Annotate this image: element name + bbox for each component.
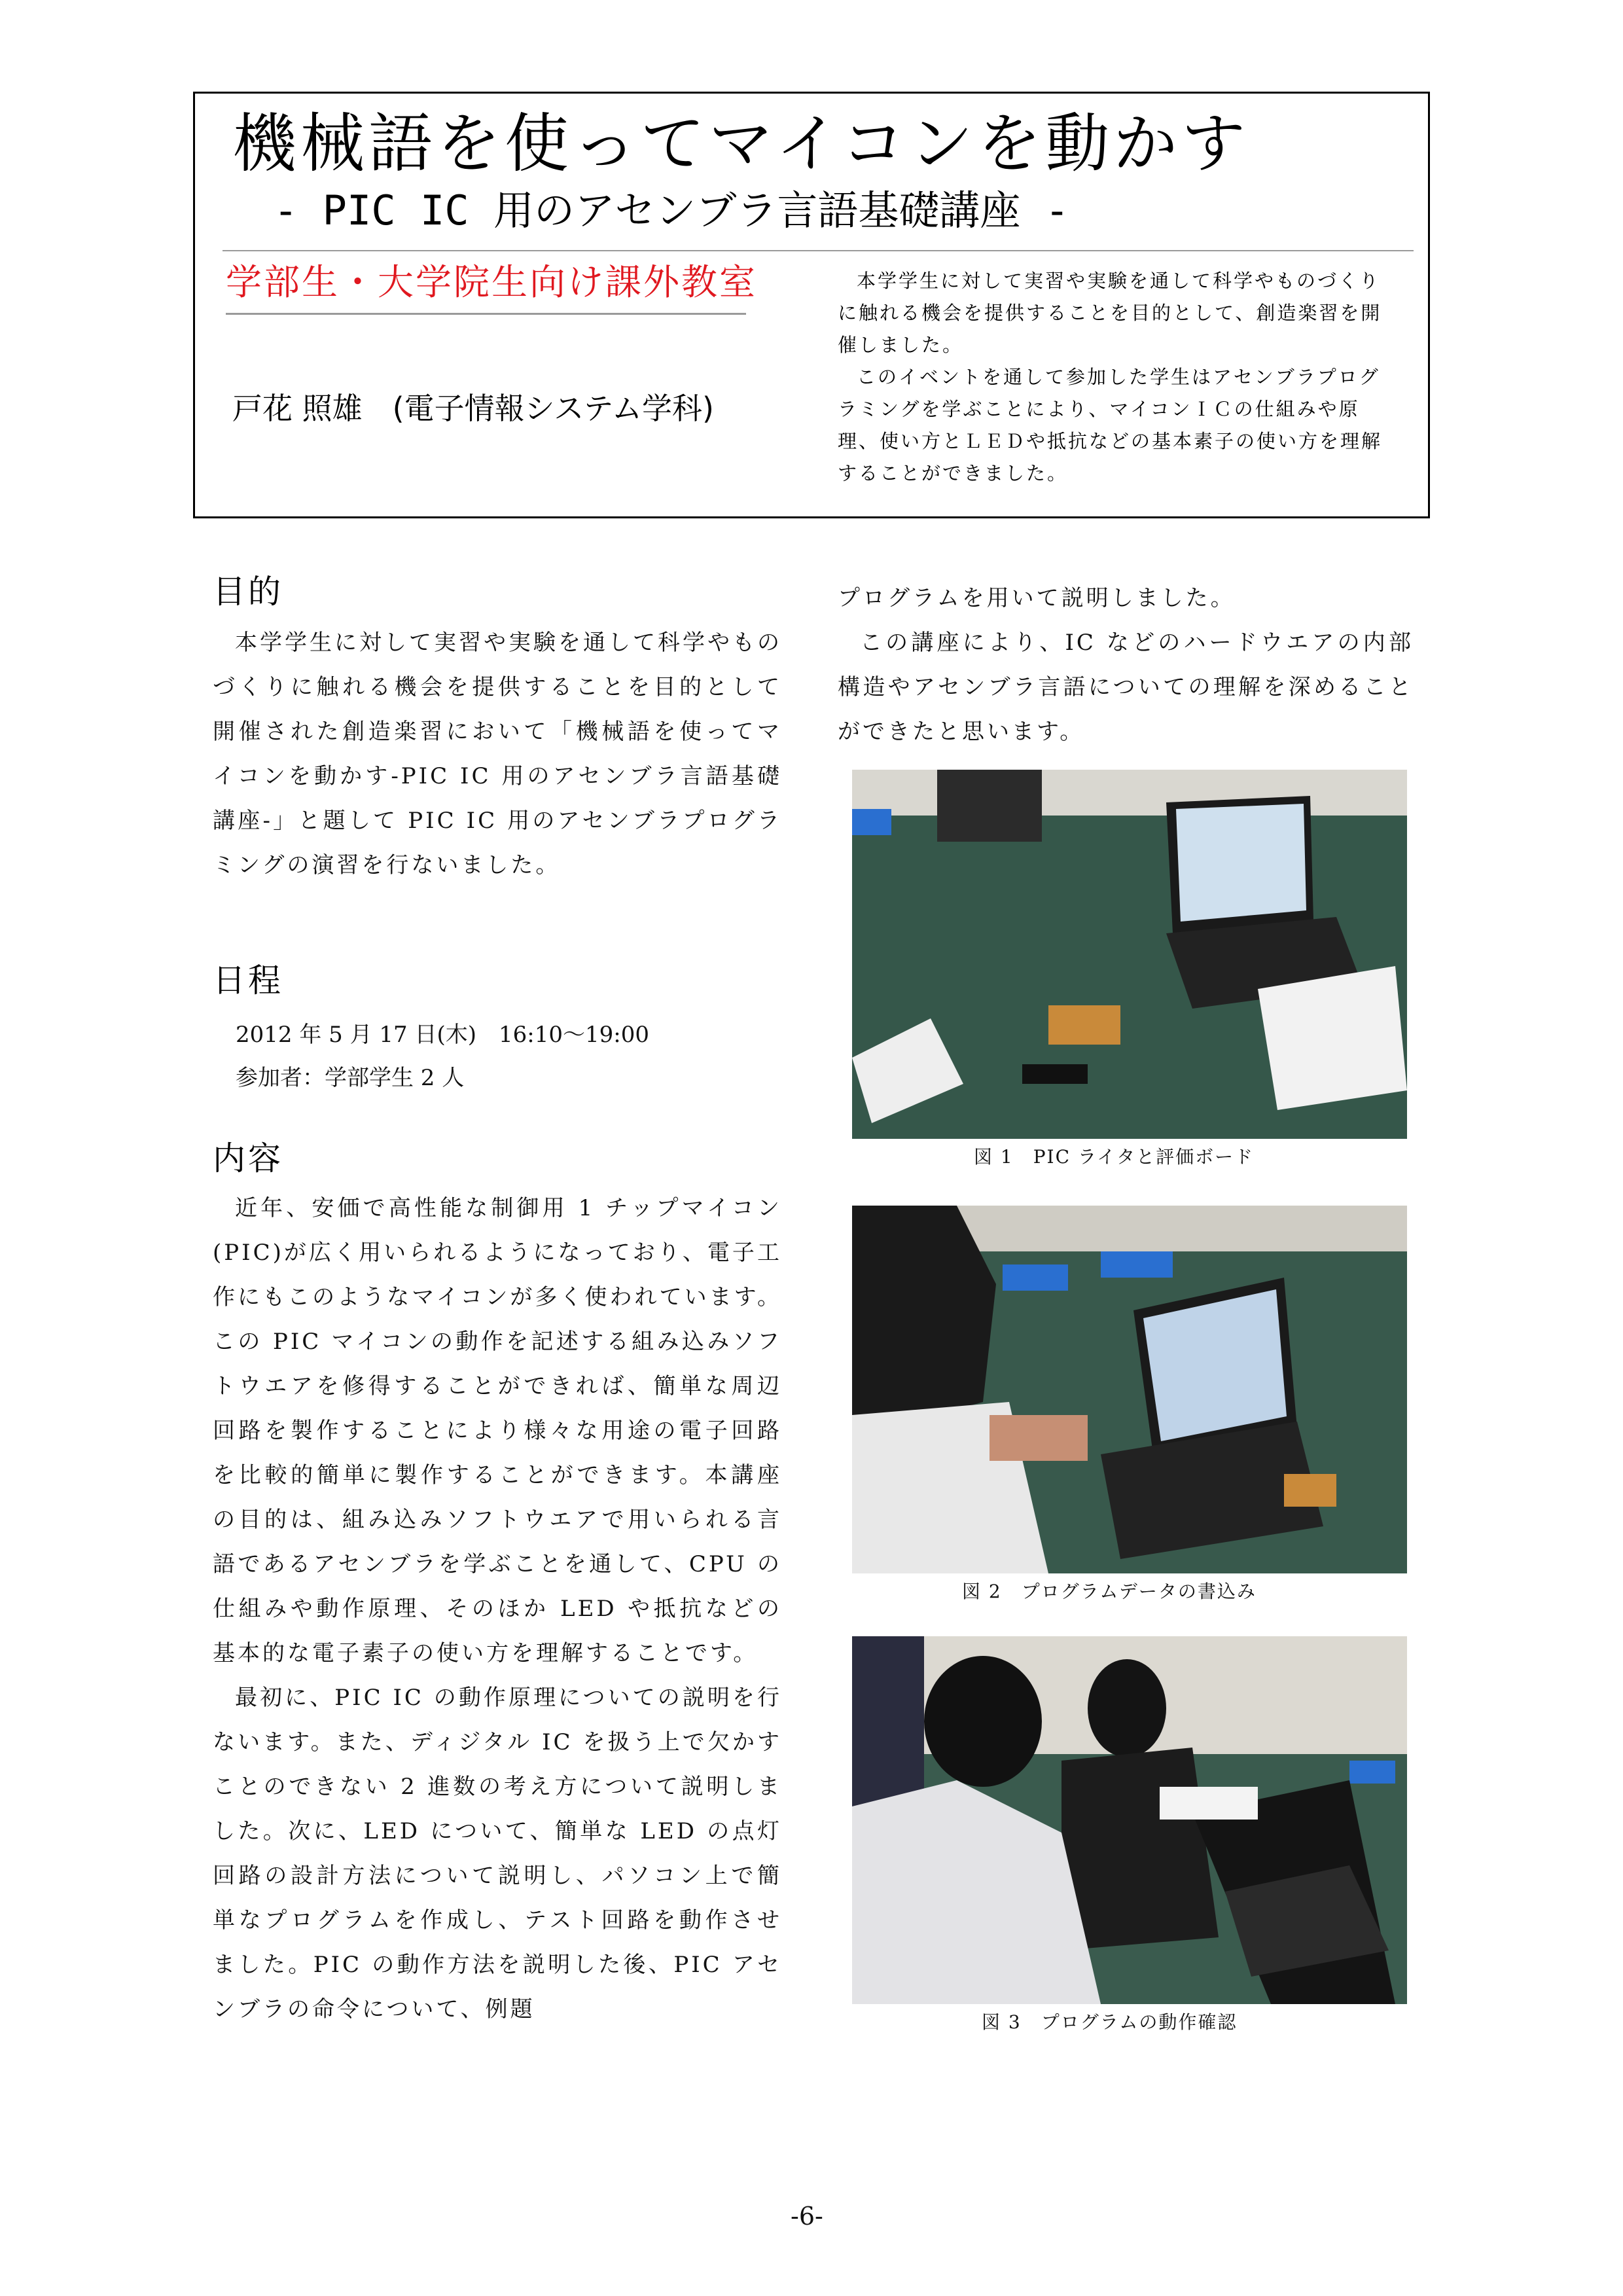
- header-divider: [223, 250, 1414, 251]
- abstract: [838, 265, 1394, 490]
- content-paragraph-4: この講座により、IC などのハードウエアの内部構造やアセンブラ言語についての理解を深めることができたと思います。: [838, 630, 1414, 745]
- figure-2-caption: 図 2 プログラムデータの書込み: [962, 1581, 1257, 1602]
- badge-underline: [226, 313, 746, 315]
- content-paragraph-3: プログラムを用いて説明しました。: [838, 585, 1236, 611]
- figure-1-caption: 図 1 PIC ライタと評価ボード: [974, 1146, 1255, 1168]
- schedule-participants: 参加者：学部学生 2 人: [236, 1065, 465, 1091]
- figure-3-caption: 図 3 プログラムの動作確認: [982, 2011, 1238, 2033]
- page-title: 機械語を使ってマイコンを動かす: [232, 107, 1250, 181]
- page-number: -6-: [791, 2202, 823, 2231]
- section-heading-schedule: 日程: [213, 961, 283, 999]
- abstract-paragraph-2: このイベントを通して参加した学生はアセンブラプログラミングを学ぶことにより、マイコンＩＣの仕組みや原理、使い方とＬＥＤや抵抗などの基本素子の使い方を理解することができました。: [838, 366, 1383, 484]
- page-subtitle: - PIC IC 用のアセンブラ言語基礎講座 -: [274, 187, 1069, 234]
- schedule-date: 2012 年 5 月 17 日(木) 16:10～19:00: [236, 1022, 649, 1048]
- figure-3-photo: [852, 1636, 1407, 2004]
- audience-badge: 学部生・大学院生向け課外教室: [226, 261, 758, 303]
- purpose-text: 本学学生に対して実習や実験を通して科学やものづくりに触れる機会を提供することを目的として開催された創造楽習において「機械語を使ってマイコンを動かす-PIC IC 用のアセンブラ言語基礎講座-」と題して PIC IC 用のアセンブラプログラミングの演習を行ないました。: [213, 630, 782, 878]
- section-heading-purpose: 目的: [213, 573, 283, 611]
- figure-2-photo: [852, 1206, 1407, 1573]
- section-heading-content: 内容: [213, 1139, 283, 1177]
- content-paragraph-1: 近年、安価で高性能な制御用 1 チップマイコン(PIC)が広く用いられるようになっており、電子工作にもこのようなマイコンが多く使われています。この PIC マイコンの動作を記述する組み込みソフトウエアを修得することができれば、簡単な周辺回路を製作することにより様々な用途の電子回路を比較的簡単に製作することができます。本講座の目的は、組み込みソフトウエアで用いられる言語であるアセンブラを学ぶことを通して、CPU の仕組みや動作原理、そのほか LED や抵抗などの基本的な電子素子の使い方を理解することです。: [213, 1195, 782, 1666]
- abstract-paragraph-1: 本学学生に対して実習や実験を通して科学やものづくりに触れる機会を提供することを目的として、創造楽習を開催しました。: [838, 270, 1382, 356]
- figure-1-photo: [852, 770, 1407, 1139]
- author-line: 戸花 照雄 (電子情報システム学科): [232, 391, 714, 426]
- content-paragraph-2: 最初に、PIC IC の動作原理についての説明を行ないます。また、ディジタル IC を扱う上で欠かすことのできない 2 進数の考え方について説明しました。次に、LED について、簡単な LED の点灯回路の設計方法について説明し、パソコン上で簡単なプログラムを作成し、テスト回路を動作させました。PIC の動作方法を説明した後、PIC アセンブラの命令について、例題: [213, 1685, 782, 2022]
